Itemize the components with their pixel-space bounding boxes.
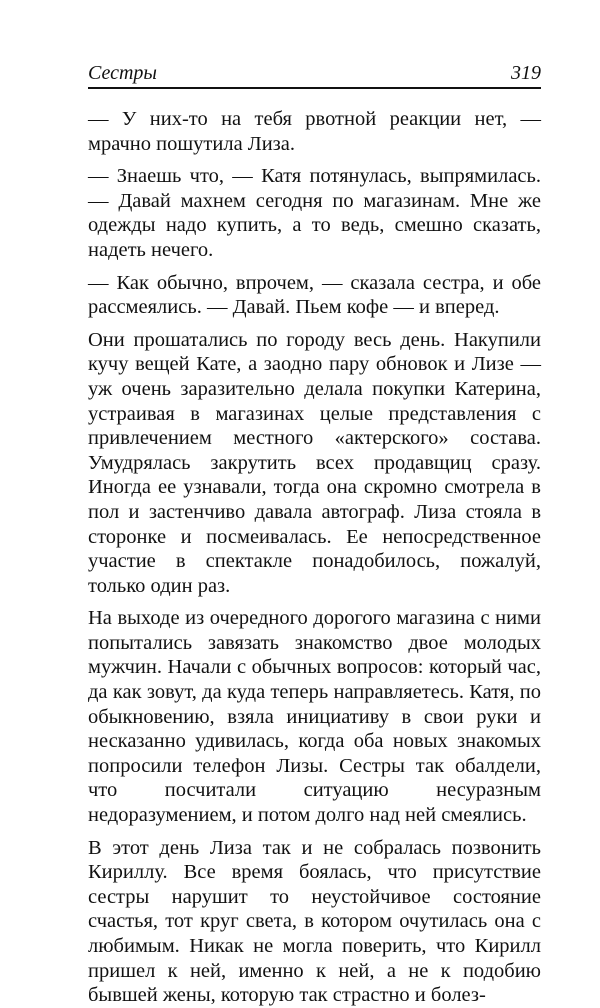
paragraph-6: В этот день Лиза так и не собралась позвонить Кириллу. Все время боялась, что присутствие сестры нарушит то неустойчивое состояние счастья, тот круг света, в котором очутилась она с любимым. Никак не могла поверить, что Кирилл пришел к ней, именно к ней, а не к подобию бывшей жены, которую так страстно и болез- (88, 836, 541, 1007)
body-text (88, 107, 541, 1008)
page-number: 319 (511, 62, 541, 84)
running-header (88, 62, 541, 89)
section-title: Сестры (88, 62, 157, 84)
paragraph-4: Они прошатались по городу весь день. Накупили кучу вещей Кате, а заодно пару обновок и Лизе — уж очень заразительно делала покупки Катерина, устраивая в магазинах целые представления с привлечением местного «актерского» состава. Умудрялась закрутить всех продавщиц сразу. Иногда ее узнавали, тогда она скромно смотрела в пол и застенчиво давала автограф. Лиза стояла в сторонке и посмеивалась. Ее непосредственное участие в спектакле понадобилось, пожалуй, только один раз. (88, 328, 541, 597)
paragraph-5: На выходе из очередного дорогого магазина с ними попытались завязать знакомство двое молодых мужчин. Начали с обычных вопросов: который час, да как зовут, да куда теперь направляетесь. Катя, по обыкновению, взяла инициативу в свои руки и несказанно удивилась, когда оба новых знакомых попросили телефон Лизы. Сестры так обалдели, что посчитали ситуацию несуразным недоразумением, и потом долго над ней смеялись. (88, 607, 541, 827)
paragraph-2: — Знаешь что, — Катя потянулась, выпрямилась. — Давай махнем сегодня по магазинам. Мне же одежды надо купить, а то ведь, смешно сказать, надеть нечего. (88, 165, 541, 261)
paragraph-3: — Как обычно, впрочем, — сказала сестра, и обе рассмеялись. — Давай. Пьем кофе — и вперед. (88, 271, 541, 319)
paragraph-1: — У них-то на тебя рвотной реакции нет, — мрачно пошутила Лиза. (88, 108, 541, 155)
